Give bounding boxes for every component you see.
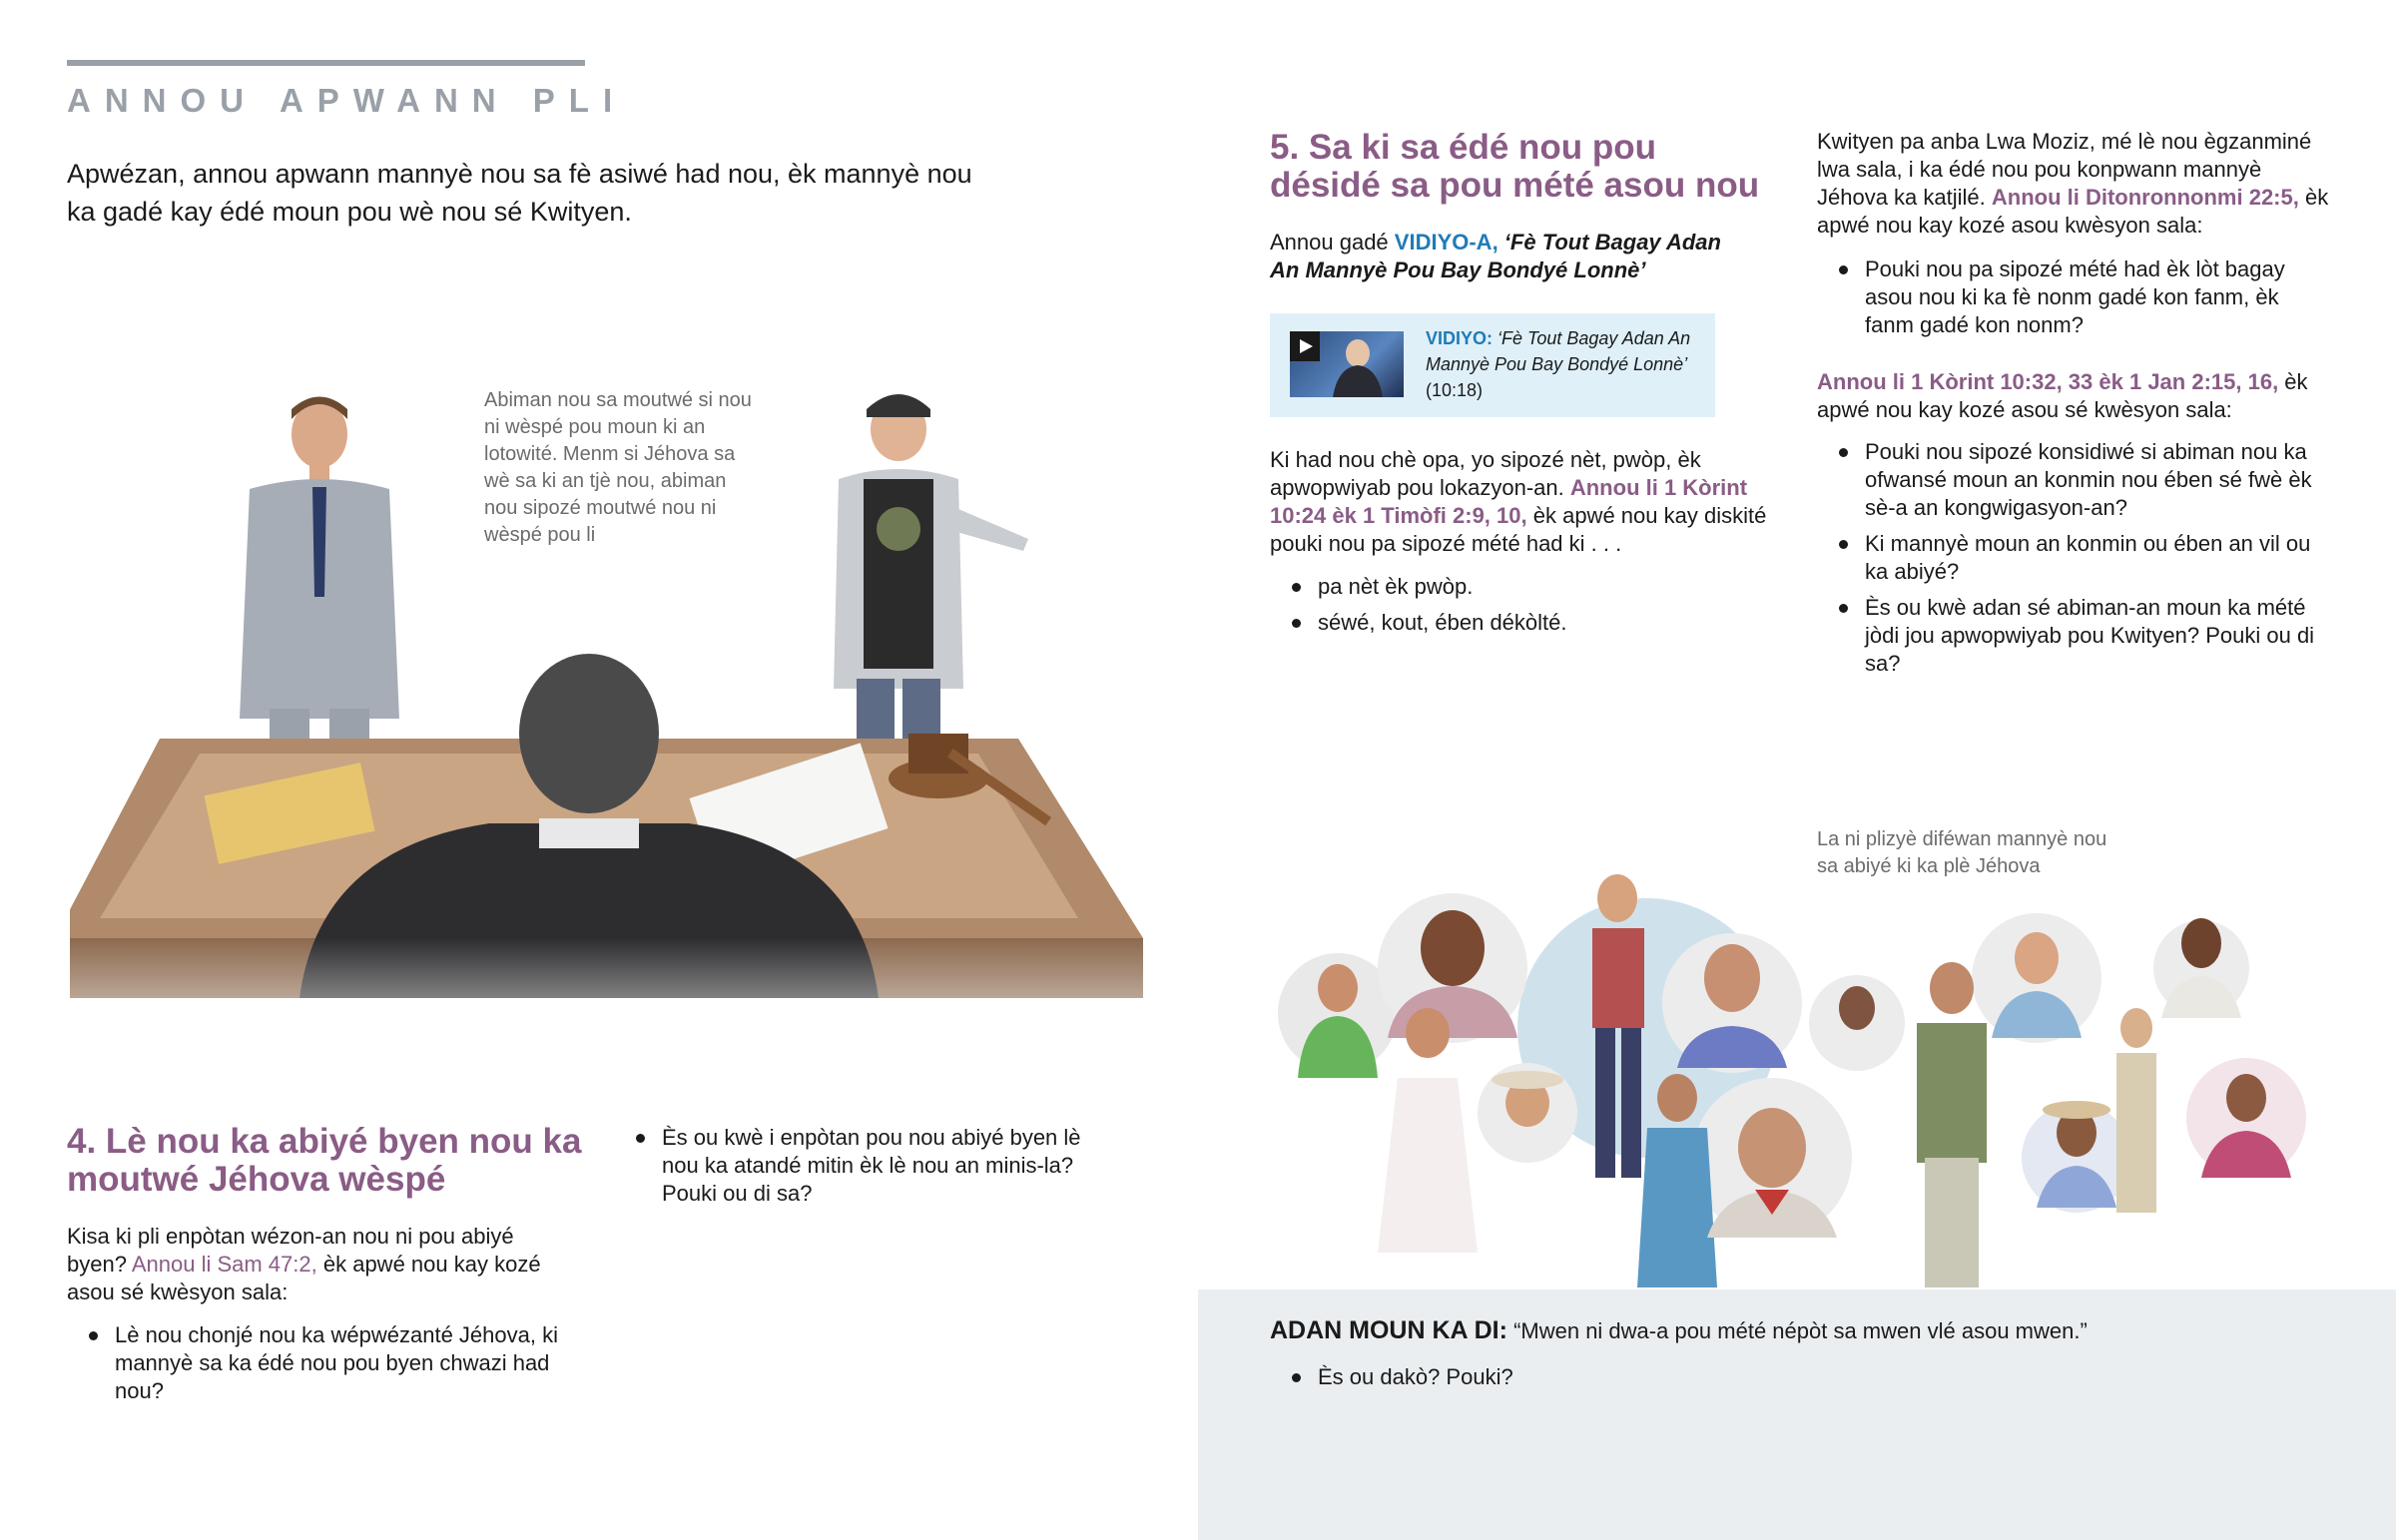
person-figure-woman-traditional-dress [2116, 1008, 2156, 1213]
column-3-paragraph-2 [1817, 368, 2336, 424]
list-item: Pouki nou sipozé konsidiwé si abiman nou ka ofwansé moun an konmin nou ében sé fwè èk sè-a an kongwigasyon-an? [1817, 438, 2336, 522]
scripture-link-psalm[interactable]: Annou li Sam 47:2, [131, 1252, 317, 1277]
section-5-bullets [1270, 573, 1749, 645]
column-3-bullets-2 [1817, 438, 2336, 686]
column-3-paragraph-1 [1817, 128, 2336, 240]
person-figure-woman-green-sweater [1917, 962, 1987, 1287]
section-4-bullets-left [67, 1321, 566, 1413]
list-item: Pouki nou pa sipozé mété had èk lòt bagay asou nou ki ka fè nonm gadé kon fanm, èk fanm gadé kon nonm? [1817, 256, 2316, 339]
list-item: Lè nou chonjé nou ka wépwézanté Jéhova, ki mannyè sa ka édé nou pou byen chwazi had nou? [67, 1321, 566, 1405]
video-player-card[interactable] [1270, 313, 1715, 417]
watch-prefix: Annou gadé [1270, 230, 1395, 255]
scripture-link-corinthians-timothy[interactable]: Annou li 1 Kòrint 10:24 èk 1 Timòfi 2:9, 10, [1270, 475, 1748, 528]
people-caption: La ni plizyè diféwan mannyè nou sa abiyé ki ka plè Jéhova [1817, 828, 2107, 877]
play-icon[interactable] [1290, 331, 1320, 361]
some-say-quote: “Mwen ni dwa-a pou mété népòt sa mwen vlé asou mwen.” [1506, 1318, 2088, 1343]
paragraph-text: Ki had nou chè opa, yo sipozé nèt, pwòp, èk apwopwiyab pou lokazyon-an. [1270, 447, 1701, 500]
court-caption: Abiman nou sa moutwé si nou ni wèspé pou moun ki an lotowité. Menm si Jéhova sa wè sa ki an tjè nou, abiman nou sipozé moutwé nou ni wèspé pou li [484, 389, 752, 546]
list-item: Ès ou kwè i enpòtan pou nou abiyé byen lè nou ka atandé mitin èk lè nou an minis-la? Pouki ou di sa? [614, 1124, 1113, 1208]
video-card-label: VIDIYO: [1426, 328, 1494, 348]
paragraph-text: èk apwé nou kay kozé asou kwèsyon sala: [1817, 185, 2329, 238]
paragraph-text: Kwityen pa anba Lwa Moziz, mé lè nou ègzanminé lwa sala, i ka édé nou pou konpwann mannyè Jéhova ka katjilé. [1817, 129, 2312, 210]
speaker-thumbnail-figure [1328, 335, 1388, 397]
watch-video-instruction [1270, 229, 1749, 284]
person-figure-old-man-glasses [1839, 986, 1875, 1030]
paragraph-text: èk apwé nou kay kozé asou sé kwèsyon sala: [67, 1252, 541, 1304]
man-in-suit-figure [240, 397, 399, 789]
young-man-figure [834, 394, 1028, 788]
paragraph-text: Kisa ki pli enpòtan wézon-an nou ni pou abiyé byen? [67, 1224, 514, 1277]
header-rule [67, 60, 585, 66]
some-say-bullets [1270, 1363, 1869, 1399]
list-item: Ès ou kwè adan sé abiman-an moun ka mété jòdi jou apwopwiyab pou Kwityen? Pouki ou di sa? [1817, 594, 2336, 678]
some-say-statement [1270, 1315, 2368, 1346]
video-thumbnail[interactable] [1290, 331, 1404, 397]
section-4-heading: 4. Lè nou ka abiyé byen nou ka moutwé Jéhova wèspé [67, 1122, 582, 1199]
section-title: ANNOU APWANN PLI [67, 82, 627, 119]
paragraph-text: èk apwé nou kay diskité pouki nou pa sipozé mété had ki . . . [1270, 503, 1767, 556]
some-say-label: ADAN MOUN KA DI: [1270, 1316, 1507, 1344]
intro-paragraph: Apwézan, annou apwann mannyè nou sa fè asiwé had nou, èk mannyè nou ka gadé kay édé moun pou wè nou sé Kwityen. [67, 159, 972, 227]
paragraph-text: èk apwé nou kay kozé asou sé kwèsyon sala: [1817, 369, 2308, 422]
scripture-link-corinthians-john[interactable]: Annou li 1 Kòrint 10:32, 33 èk 1 Jan 2:15, 16, [1817, 369, 2279, 394]
video-title: ‘Fè Tout Bagay Adan An Mannyè Pou Bay Bondyé Lonnè’ [1270, 230, 1721, 282]
column-3-bullets-1 [1817, 256, 2316, 347]
section-5-paragraph [1270, 446, 1779, 558]
people-illustration [1278, 858, 2316, 1289]
scripture-link-deuteronomy[interactable]: Annou li Ditonronnonmi 22:5, [1991, 185, 2299, 210]
video-link[interactable]: VIDIYO-A, [1394, 230, 1498, 255]
list-item: Ki mannyè moun an konmin ou ében an vil ou ka abiyé? [1817, 530, 2336, 586]
video-card-text [1426, 325, 1710, 403]
video-duration: (10:18) [1426, 380, 1484, 400]
list-item: pa nèt èk pwòp. [1270, 573, 1749, 601]
list-item: séwé, kout, ében dékòlté. [1270, 609, 1749, 637]
section-4-paragraph [67, 1223, 566, 1306]
person-figure-girl-white-dress [1378, 1008, 1478, 1253]
section-4-bullets-right [614, 1124, 1113, 1216]
video-card-title: ‘Fè Tout Bagay Adan An Mannyè Pou Bay Bondyé Lonnè’ [1426, 328, 1691, 374]
list-item: Ès ou dakò? Pouki? [1270, 1363, 1869, 1391]
section-5-heading: 5. Sa ki sa édé nou pou désidé sa pou mété asou nou [1270, 128, 1760, 205]
